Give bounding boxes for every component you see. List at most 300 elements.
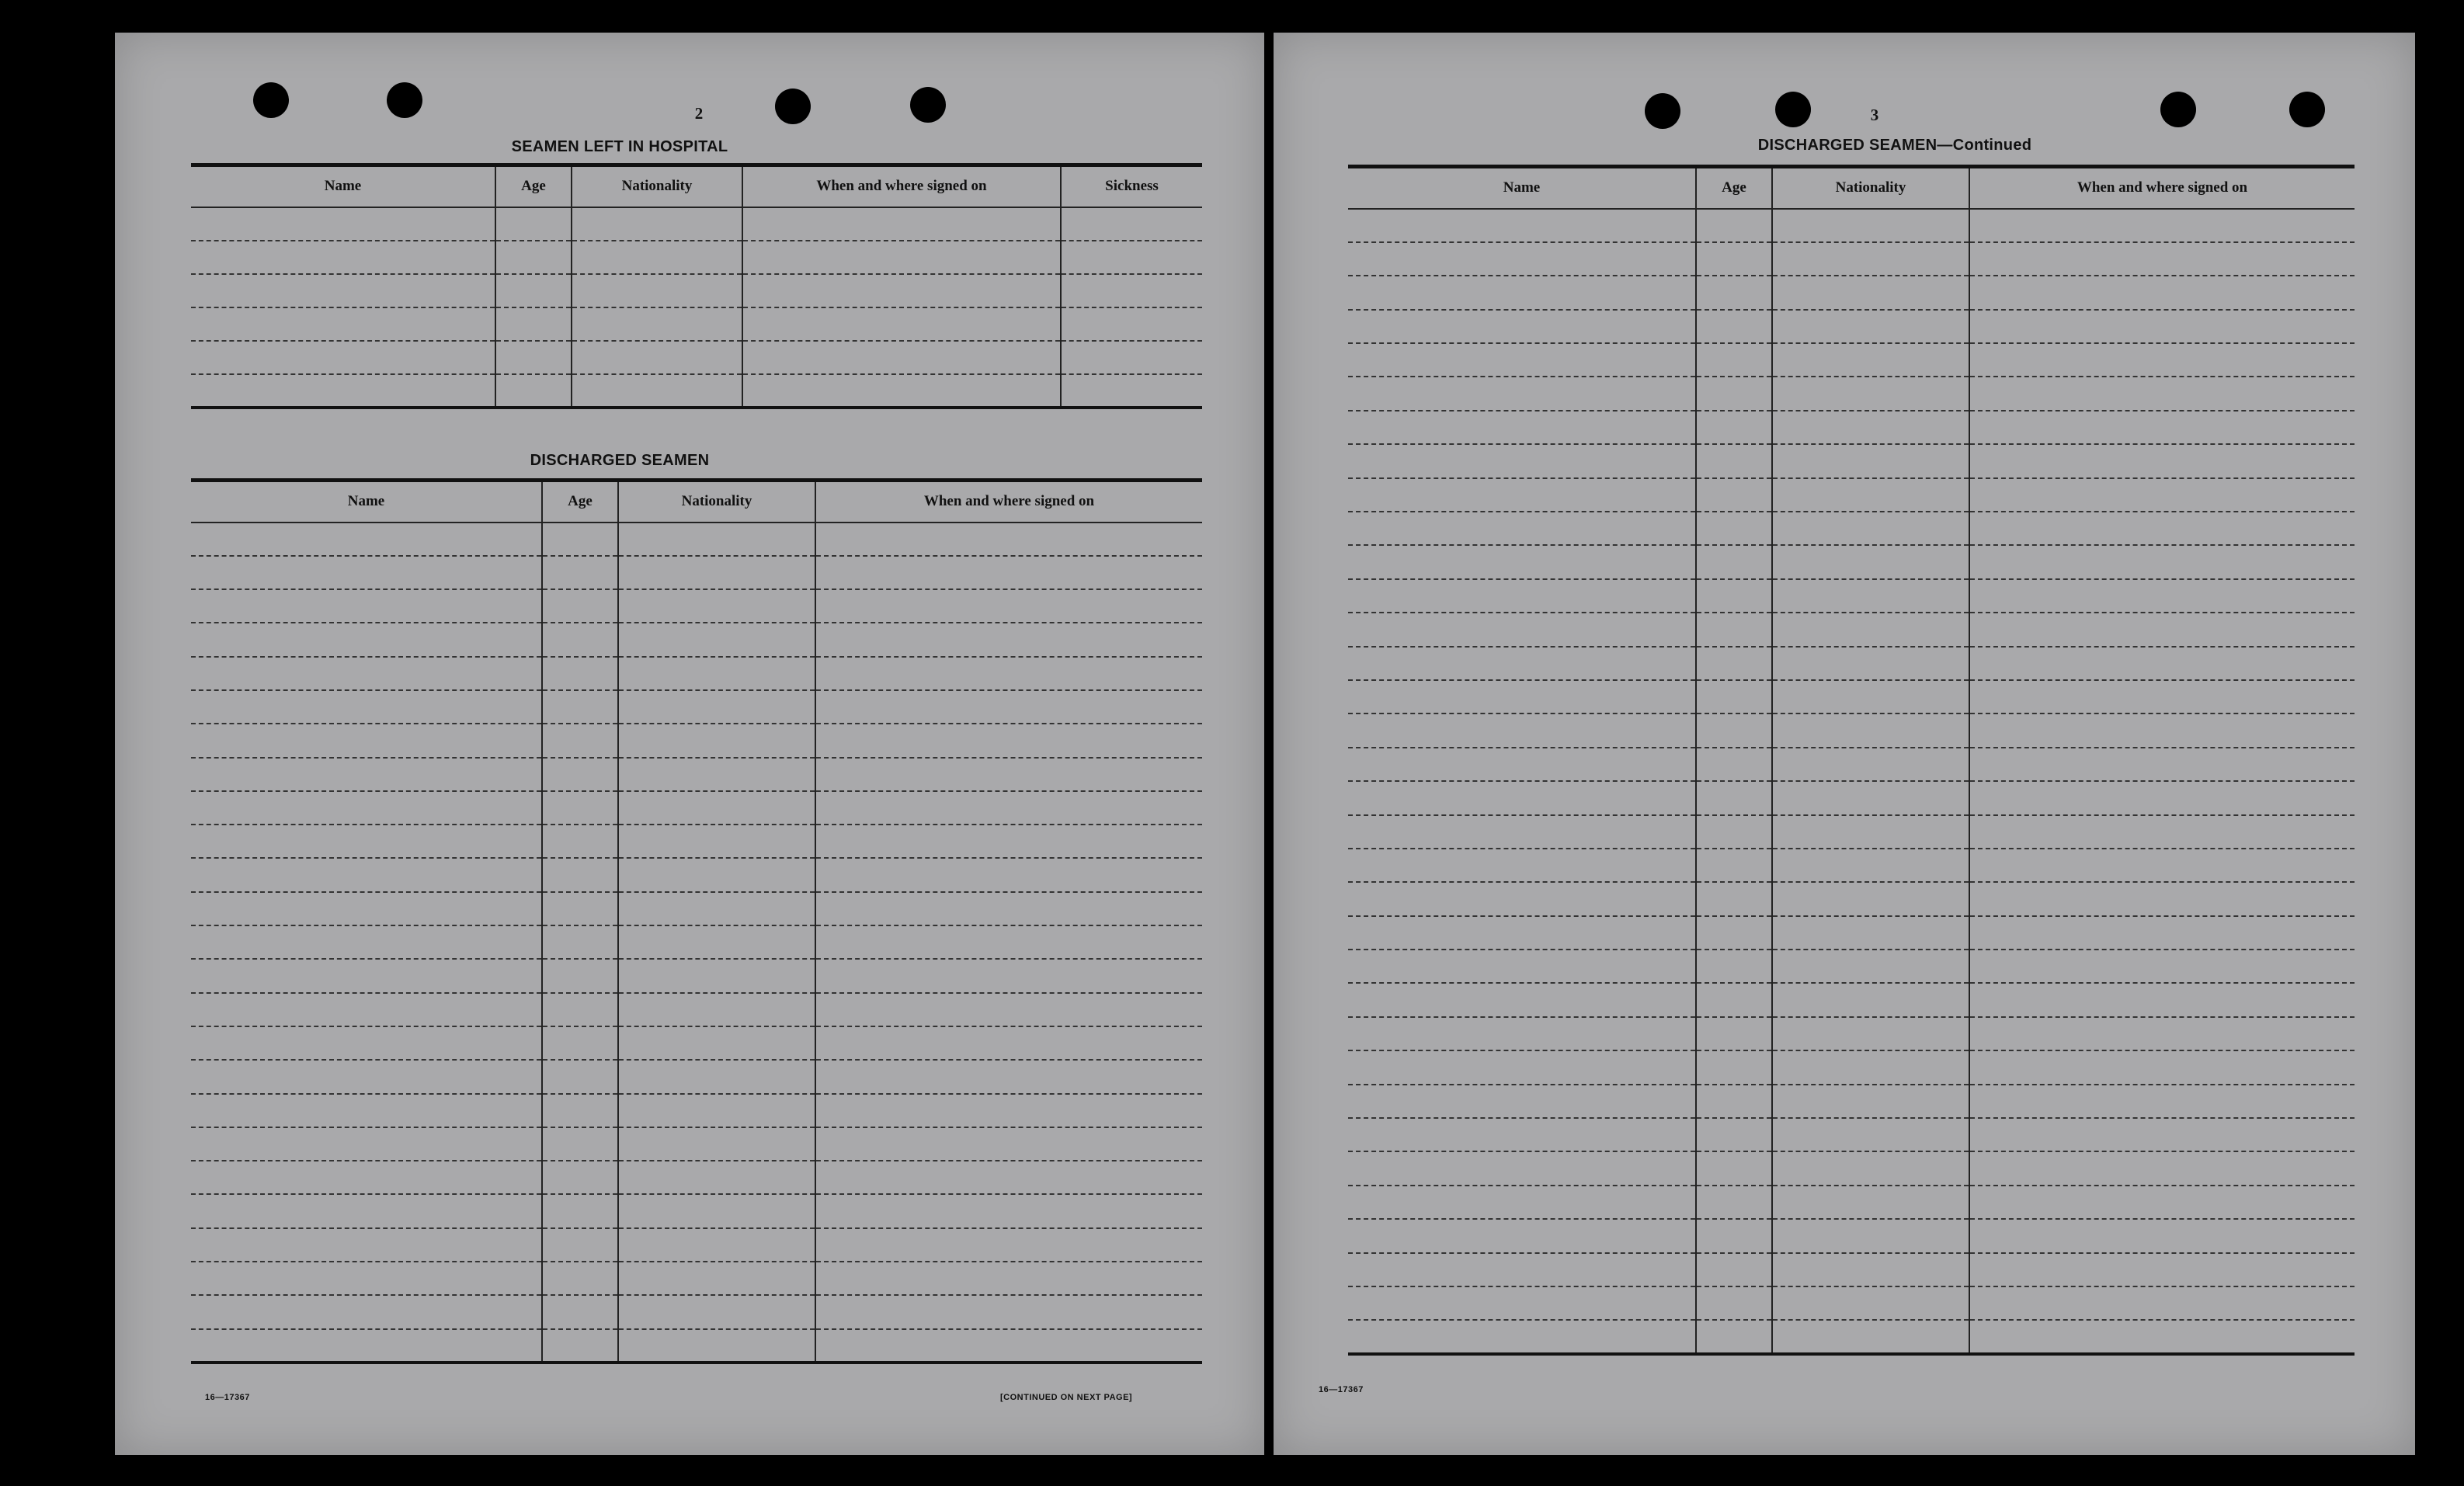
column-header-age: Age xyxy=(542,481,618,523)
blank-cell xyxy=(1969,1286,2355,1320)
table-row xyxy=(191,925,1202,959)
blank-cell xyxy=(1348,512,1696,545)
blank-cell xyxy=(1772,1219,1969,1252)
blank-cell xyxy=(618,1060,815,1093)
blank-cell xyxy=(1696,916,1772,950)
blank-cell xyxy=(1696,276,1772,309)
blank-cell xyxy=(815,825,1202,858)
blank-cell xyxy=(572,341,742,374)
table-row xyxy=(1348,1320,2355,1353)
table-row xyxy=(1348,276,2355,309)
blank-cell xyxy=(1969,310,2355,343)
table-row xyxy=(1348,444,2355,477)
blank-cell xyxy=(1969,579,2355,613)
blank-cell xyxy=(1696,781,1772,814)
blank-cell xyxy=(815,1161,1202,1194)
blank-cell xyxy=(191,1228,542,1262)
blank-cell xyxy=(572,207,742,241)
blank-cell xyxy=(1696,882,1772,915)
blank-cell xyxy=(1696,613,1772,646)
blank-cell xyxy=(742,207,1061,241)
blank-cell xyxy=(742,307,1061,341)
blank-cell xyxy=(1969,613,2355,646)
blank-cell xyxy=(1772,1186,1969,1219)
column-header-nationality: Nationality xyxy=(618,481,815,523)
blank-cell xyxy=(1696,310,1772,343)
blank-cell xyxy=(542,993,618,1026)
blank-cell xyxy=(1772,713,1969,747)
blank-cell xyxy=(618,1161,815,1194)
blank-cell xyxy=(1772,310,1969,343)
blank-cell xyxy=(495,274,572,307)
table-row xyxy=(1348,1219,2355,1252)
blank-cell xyxy=(815,1295,1202,1328)
table-row xyxy=(1348,1050,2355,1084)
blank-cell xyxy=(1696,242,1772,276)
blank-cell xyxy=(618,657,815,690)
blank-cell xyxy=(1772,680,1969,713)
blank-cell xyxy=(1772,613,1969,646)
table-row xyxy=(191,657,1202,690)
blank-cell xyxy=(542,724,618,757)
punch-hole xyxy=(910,87,946,123)
table-row xyxy=(1348,647,2355,680)
blank-cell xyxy=(191,374,495,408)
blank-cell xyxy=(542,791,618,825)
blank-cell xyxy=(495,207,572,241)
punch-hole xyxy=(253,82,289,118)
blank-cell xyxy=(1696,1118,1772,1151)
blank-cell xyxy=(191,925,542,959)
blank-cell xyxy=(1969,647,2355,680)
table-row xyxy=(191,307,1202,341)
blank-cell xyxy=(1348,1253,1696,1286)
page-number: 2 xyxy=(694,104,704,123)
table-row xyxy=(191,1194,1202,1227)
blank-cell xyxy=(191,1194,542,1227)
blank-cell xyxy=(1348,1320,1696,1353)
section-title-discharged-seamen-continued: DISCHARGED SEAMEN—Continued xyxy=(1757,137,2032,154)
blank-cell xyxy=(815,758,1202,791)
blank-cell xyxy=(1348,713,1696,747)
blank-cell xyxy=(1969,1118,2355,1151)
blank-cell xyxy=(495,307,572,341)
blank-cell xyxy=(1969,1085,2355,1118)
column-header-name: Name xyxy=(1348,167,1696,209)
blank-cell xyxy=(542,1329,618,1363)
blank-cell xyxy=(572,307,742,341)
blank-cell xyxy=(1348,916,1696,950)
blank-cell xyxy=(1969,882,2355,915)
blank-cell xyxy=(191,892,542,925)
blank-cell xyxy=(1772,545,1969,578)
blank-cell xyxy=(1969,815,2355,849)
blank-cell xyxy=(618,1026,815,1060)
blank-cell xyxy=(542,623,618,656)
column-header-when-and-where-signed-on: When and where signed on xyxy=(742,165,1061,207)
discharged-seamen-continued-table xyxy=(1348,165,2355,1356)
blank-cell xyxy=(815,623,1202,656)
blank-cell xyxy=(1348,209,1696,242)
column-header-nationality: Nationality xyxy=(1772,167,1969,209)
blank-cell xyxy=(1772,815,1969,849)
blank-cell xyxy=(1772,849,1969,882)
blank-cell xyxy=(191,1060,542,1093)
blank-cell xyxy=(815,1262,1202,1295)
table-row xyxy=(191,1295,1202,1328)
blank-cell xyxy=(1969,849,2355,882)
blank-cell xyxy=(542,1060,618,1093)
table-row xyxy=(191,1228,1202,1262)
punch-hole xyxy=(1775,92,1811,127)
blank-cell xyxy=(1772,647,1969,680)
blank-cell xyxy=(191,207,495,241)
table-row xyxy=(191,1094,1202,1127)
blank-cell xyxy=(618,1228,815,1262)
blank-cell xyxy=(1348,242,1696,276)
blank-cell xyxy=(1348,781,1696,814)
blank-cell xyxy=(815,724,1202,757)
blank-cell xyxy=(495,241,572,274)
blank-cell xyxy=(542,1194,618,1227)
table-row xyxy=(191,858,1202,891)
table-row xyxy=(1348,1118,2355,1151)
blank-cell xyxy=(191,657,542,690)
blank-cell xyxy=(1772,1151,1969,1185)
blank-cell xyxy=(191,523,542,556)
blank-cell xyxy=(1348,983,1696,1016)
blank-cell xyxy=(1348,613,1696,646)
table-row xyxy=(191,1026,1202,1060)
column-header-when-and-where-signed-on: When and where signed on xyxy=(1969,167,2355,209)
blank-cell xyxy=(1969,276,2355,309)
blank-cell xyxy=(1969,411,2355,444)
blank-cell xyxy=(1348,748,1696,781)
blank-cell xyxy=(1772,748,1969,781)
blank-cell xyxy=(1969,377,2355,410)
table-row xyxy=(191,993,1202,1026)
blank-cell xyxy=(572,241,742,274)
blank-cell xyxy=(1696,1151,1772,1185)
blank-cell xyxy=(1772,579,1969,613)
table-row xyxy=(1348,512,2355,545)
blank-cell xyxy=(1348,882,1696,915)
table-row xyxy=(191,1329,1202,1363)
blank-cell xyxy=(1772,209,1969,242)
blank-cell xyxy=(815,959,1202,992)
blank-cell xyxy=(1696,849,1772,882)
blank-cell xyxy=(1696,815,1772,849)
blank-cell xyxy=(618,892,815,925)
column-header-name: Name xyxy=(191,165,495,207)
blank-cell xyxy=(542,657,618,690)
table-row xyxy=(191,523,1202,556)
blank-cell xyxy=(1772,411,1969,444)
table-row xyxy=(191,892,1202,925)
table-row xyxy=(191,724,1202,757)
table-row xyxy=(191,690,1202,724)
blank-cell xyxy=(618,925,815,959)
blank-cell xyxy=(1969,916,2355,950)
blank-cell xyxy=(1348,680,1696,713)
blank-cell xyxy=(815,690,1202,724)
blank-cell xyxy=(1696,647,1772,680)
table-row xyxy=(191,341,1202,374)
blank-cell xyxy=(1969,1186,2355,1219)
blank-cell xyxy=(1348,276,1696,309)
blank-cell xyxy=(1348,377,1696,410)
blank-cell xyxy=(1696,1286,1772,1320)
table-row xyxy=(1348,1017,2355,1050)
table-row xyxy=(1348,748,2355,781)
blank-cell xyxy=(815,1194,1202,1227)
blank-cell xyxy=(618,589,815,623)
blank-cell xyxy=(1969,478,2355,512)
blank-cell xyxy=(495,341,572,374)
table-row xyxy=(1348,310,2355,343)
blank-cell xyxy=(1348,1017,1696,1050)
blank-cell xyxy=(815,1060,1202,1093)
table-row xyxy=(1348,343,2355,377)
blank-cell xyxy=(618,690,815,724)
blank-cell xyxy=(1772,444,1969,477)
blank-cell xyxy=(1696,1017,1772,1050)
seamen-left-in-hospital-table xyxy=(191,163,1202,409)
blank-cell xyxy=(542,959,618,992)
table-row xyxy=(191,274,1202,307)
table-row xyxy=(191,1060,1202,1093)
blank-cell xyxy=(1772,478,1969,512)
blank-cell xyxy=(1969,1017,2355,1050)
blank-cell xyxy=(618,825,815,858)
blank-cell xyxy=(618,1194,815,1227)
blank-cell xyxy=(1348,849,1696,882)
blank-cell xyxy=(191,1329,542,1363)
table-row xyxy=(191,241,1202,274)
table-row xyxy=(191,556,1202,589)
blank-cell xyxy=(191,307,495,341)
blank-cell xyxy=(1348,1186,1696,1219)
blank-cell xyxy=(1969,444,2355,477)
punch-hole xyxy=(1645,93,1680,129)
table-row xyxy=(191,825,1202,858)
blank-cell xyxy=(1348,411,1696,444)
blank-cell xyxy=(742,374,1061,408)
blank-cell xyxy=(618,758,815,791)
blank-cell xyxy=(1348,1085,1696,1118)
blank-cell xyxy=(815,523,1202,556)
blank-cell xyxy=(572,374,742,408)
table-row xyxy=(191,374,1202,408)
blank-cell xyxy=(1772,781,1969,814)
blank-cell xyxy=(542,1026,618,1060)
blank-cell xyxy=(542,825,618,858)
blank-cell xyxy=(1061,307,1202,341)
column-header-age: Age xyxy=(1696,167,1772,209)
punch-hole xyxy=(387,82,422,118)
blank-cell xyxy=(815,556,1202,589)
blank-cell xyxy=(1772,276,1969,309)
blank-cell xyxy=(191,623,542,656)
blank-cell xyxy=(191,993,542,1026)
blank-cell xyxy=(1696,209,1772,242)
blank-cell xyxy=(191,1094,542,1127)
blank-cell xyxy=(1696,1186,1772,1219)
table-row xyxy=(1348,209,2355,242)
blank-cell xyxy=(742,274,1061,307)
blank-cell xyxy=(815,925,1202,959)
table-row xyxy=(1348,849,2355,882)
table-row xyxy=(1348,983,2355,1016)
blank-cell xyxy=(1696,1219,1772,1252)
blank-cell xyxy=(815,1228,1202,1262)
blank-cell xyxy=(815,1329,1202,1363)
blank-cell xyxy=(191,791,542,825)
blank-cell xyxy=(542,1228,618,1262)
blank-cell xyxy=(1696,983,1772,1016)
blank-cell xyxy=(1696,545,1772,578)
blank-cell xyxy=(1969,1050,2355,1084)
blank-cell xyxy=(815,657,1202,690)
blank-cell xyxy=(1772,1286,1969,1320)
blank-cell xyxy=(1696,748,1772,781)
blank-cell xyxy=(1772,1118,1969,1151)
table-row xyxy=(1348,1186,2355,1219)
table-row xyxy=(191,589,1202,623)
blank-cell xyxy=(742,241,1061,274)
blank-cell xyxy=(618,858,815,891)
blank-cell xyxy=(1348,478,1696,512)
blank-cell xyxy=(1061,241,1202,274)
blank-cell xyxy=(618,1127,815,1161)
blank-cell xyxy=(542,556,618,589)
table-row xyxy=(1348,713,2355,747)
blank-cell xyxy=(1348,545,1696,578)
blank-cell xyxy=(618,791,815,825)
column-header-nationality: Nationality xyxy=(572,165,742,207)
blank-cell xyxy=(1348,1219,1696,1252)
blank-cell xyxy=(542,892,618,925)
blank-cell xyxy=(191,959,542,992)
blank-cell xyxy=(1348,815,1696,849)
table-row xyxy=(191,1127,1202,1161)
blank-cell xyxy=(191,241,495,274)
blank-cell xyxy=(1772,983,1969,1016)
blank-cell xyxy=(1696,1253,1772,1286)
blank-cell xyxy=(1061,207,1202,241)
blank-cell xyxy=(1772,950,1969,983)
blank-cell xyxy=(1969,343,2355,377)
section-title-discharged-seamen: DISCHARGED SEAMEN xyxy=(530,452,710,469)
blank-cell xyxy=(618,623,815,656)
table-row xyxy=(191,1161,1202,1194)
blank-cell xyxy=(1969,748,2355,781)
blank-cell xyxy=(1348,647,1696,680)
blank-cell xyxy=(815,589,1202,623)
table-row xyxy=(1348,815,2355,849)
blank-cell xyxy=(742,341,1061,374)
blank-cell xyxy=(1696,377,1772,410)
blank-cell xyxy=(1772,343,1969,377)
blank-cell xyxy=(618,993,815,1026)
blank-cell xyxy=(542,1295,618,1328)
blank-cell xyxy=(191,274,495,307)
discharged-seamen-table xyxy=(191,478,1202,1364)
table-row xyxy=(1348,1151,2355,1185)
blank-cell xyxy=(1061,374,1202,408)
blank-cell xyxy=(542,690,618,724)
blank-cell xyxy=(1969,1219,2355,1252)
form-number: 16—17367 xyxy=(205,1393,250,1402)
blank-cell xyxy=(1772,377,1969,410)
blank-cell xyxy=(191,1295,542,1328)
punch-hole xyxy=(775,89,811,124)
blank-cell xyxy=(572,274,742,307)
blank-cell xyxy=(191,589,542,623)
blank-cell xyxy=(1348,1050,1696,1084)
table-row xyxy=(1348,478,2355,512)
blank-cell xyxy=(1061,274,1202,307)
blank-cell xyxy=(1969,950,2355,983)
blank-cell xyxy=(1348,1286,1696,1320)
blank-cell xyxy=(191,556,542,589)
table-row xyxy=(1348,242,2355,276)
column-header-when-and-where-signed-on: When and where signed on xyxy=(815,481,1202,523)
blank-cell xyxy=(618,1329,815,1363)
blank-cell xyxy=(618,523,815,556)
blank-cell xyxy=(542,1127,618,1161)
blank-cell xyxy=(618,556,815,589)
table-row xyxy=(1348,882,2355,915)
blank-cell xyxy=(1348,310,1696,343)
blank-cell xyxy=(1348,1118,1696,1151)
blank-cell xyxy=(618,724,815,757)
blank-cell xyxy=(1772,1320,1969,1353)
blank-cell xyxy=(191,1161,542,1194)
column-header-sickness: Sickness xyxy=(1061,165,1202,207)
blank-cell xyxy=(1696,1085,1772,1118)
page-number: 3 xyxy=(1870,106,1879,124)
form-page-right xyxy=(1274,33,2415,1455)
blank-cell xyxy=(1969,209,2355,242)
blank-cell xyxy=(1772,242,1969,276)
table-row xyxy=(1348,1286,2355,1320)
blank-cell xyxy=(1772,916,1969,950)
blank-cell xyxy=(542,1094,618,1127)
blank-cell xyxy=(495,374,572,408)
table-row xyxy=(1348,950,2355,983)
form-page-left xyxy=(115,33,1264,1455)
blank-cell xyxy=(191,858,542,891)
blank-cell xyxy=(815,1127,1202,1161)
table-row xyxy=(191,758,1202,791)
punch-hole xyxy=(2160,92,2196,127)
column-header-name: Name xyxy=(191,481,542,523)
blank-cell xyxy=(191,825,542,858)
blank-cell xyxy=(1969,680,2355,713)
blank-cell xyxy=(1696,579,1772,613)
blank-cell xyxy=(1348,950,1696,983)
blank-cell xyxy=(1696,512,1772,545)
blank-cell xyxy=(191,1026,542,1060)
table-row xyxy=(1348,1085,2355,1118)
blank-cell xyxy=(815,1094,1202,1127)
blank-cell xyxy=(1969,1151,2355,1185)
table-row xyxy=(191,207,1202,241)
blank-cell xyxy=(1348,444,1696,477)
table-row xyxy=(191,959,1202,992)
blank-cell xyxy=(1772,1017,1969,1050)
